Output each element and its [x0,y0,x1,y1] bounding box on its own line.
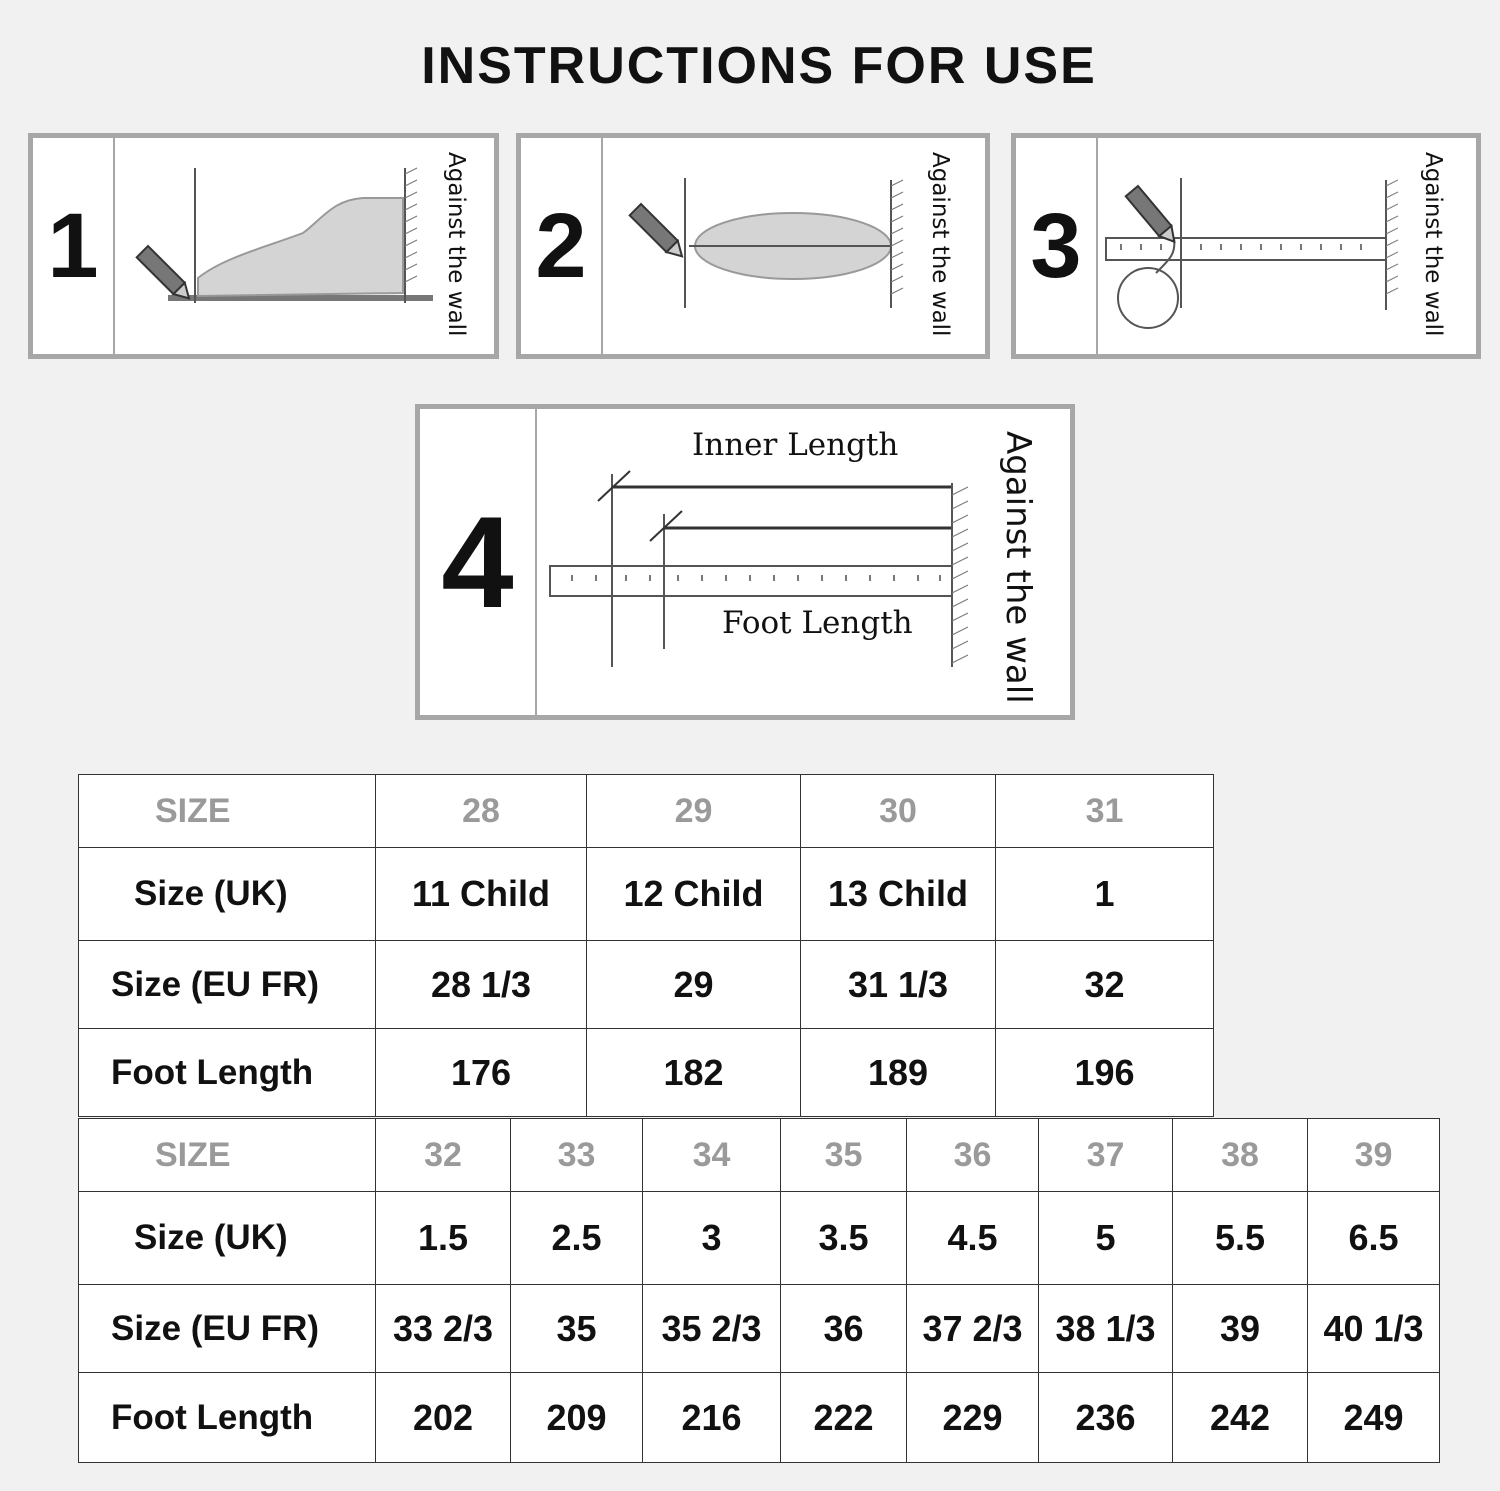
size-header: SIZE [79,1119,376,1192]
size-table-2 [78,1118,1440,1463]
size-cell: 37 [1039,1119,1173,1192]
eu-cell: 35 [511,1285,643,1373]
ruler-measure-illustration [1016,138,1476,354]
eu-cell: 39 [1173,1285,1308,1373]
wall-label: Against the wall [443,152,469,337]
wall-label: Against the wall [1420,152,1446,337]
eu-cell: 36 [781,1285,907,1373]
size-cell: 35 [781,1119,907,1192]
uk-row [79,848,1214,941]
uk-cell: 4.5 [907,1192,1039,1285]
size-row [79,775,1214,848]
foot-cell: 196 [996,1029,1214,1117]
foot-length-label: Foot Length [722,605,913,641]
size-cell: 32 [376,1119,511,1192]
eu-row [79,941,1214,1029]
foot-label: Foot Length [79,1373,376,1463]
foot-row [79,1373,1440,1463]
size-row [79,1119,1440,1192]
uk-label: Size (UK) [79,848,376,941]
size-header: SIZE [79,775,376,848]
foot-cell: 229 [907,1373,1039,1463]
uk-cell: 5.5 [1173,1192,1308,1285]
foot-cell: 182 [587,1029,801,1117]
foot-row [79,1029,1214,1117]
eu-cell: 32 [996,941,1214,1029]
size-cell: 34 [643,1119,781,1192]
uk-cell: 12 Child [587,848,801,941]
eu-label: Size (EU FR) [79,941,376,1029]
eu-cell: 35 2/3 [643,1285,781,1373]
uk-cell: 11 Child [376,848,587,941]
uk-cell: 2.5 [511,1192,643,1285]
foot-cell: 222 [781,1373,907,1463]
size-table-1 [78,774,1214,1117]
foot-cell: 189 [801,1029,996,1117]
foot-cell: 202 [376,1373,511,1463]
eu-cell: 29 [587,941,801,1029]
step-2-panel [516,133,990,359]
step-1-panel [28,133,499,359]
step-number: 2 [521,138,603,354]
uk-cell: 1.5 [376,1192,511,1285]
uk-label: Size (UK) [79,1192,376,1285]
eu-cell: 38 1/3 [1039,1285,1173,1373]
step-number: 1 [33,138,115,354]
foot-against-wall-illustration [33,138,494,354]
inner-length-label: Inner Length [692,427,899,463]
eu-cell: 28 1/3 [376,941,587,1029]
eu-cell: 33 2/3 [376,1285,511,1373]
eu-cell: 37 2/3 [907,1285,1039,1373]
step-number: 3 [1016,138,1098,354]
foot-cell: 176 [376,1029,587,1117]
uk-row [79,1192,1440,1285]
uk-cell: 6.5 [1308,1192,1440,1285]
eu-label: Size (EU FR) [79,1285,376,1373]
size-cell: 30 [801,775,996,848]
foot-label: Foot Length [79,1029,376,1117]
uk-cell: 1 [996,848,1214,941]
foot-cell: 249 [1308,1373,1440,1463]
uk-cell: 3 [643,1192,781,1285]
size-cell: 38 [1173,1119,1308,1192]
foot-cell: 216 [643,1373,781,1463]
eu-cell: 40 1/3 [1308,1285,1440,1373]
uk-cell: 5 [1039,1192,1173,1285]
step-4-panel [415,404,1075,720]
eu-cell: 31 1/3 [801,941,996,1029]
wall-label: Against the wall [927,152,953,337]
size-cell: 39 [1308,1119,1440,1192]
size-cell: 28 [376,775,587,848]
step-number: 4 [420,409,537,715]
foot-top-view-illustration [521,138,985,354]
size-cell: 29 [587,775,801,848]
size-cell: 33 [511,1119,643,1192]
size-cell: 31 [996,775,1214,848]
uk-cell: 13 Child [801,848,996,941]
step-3-panel [1011,133,1481,359]
page-title: INSTRUCTIONS FOR USE [421,37,1097,95]
foot-cell: 209 [511,1373,643,1463]
size-cell: 36 [907,1119,1039,1192]
foot-cell: 236 [1039,1373,1173,1463]
foot-cell: 242 [1173,1373,1308,1463]
wall-label: Against the wall [998,431,1038,704]
eu-row [79,1285,1440,1373]
uk-cell: 3.5 [781,1192,907,1285]
